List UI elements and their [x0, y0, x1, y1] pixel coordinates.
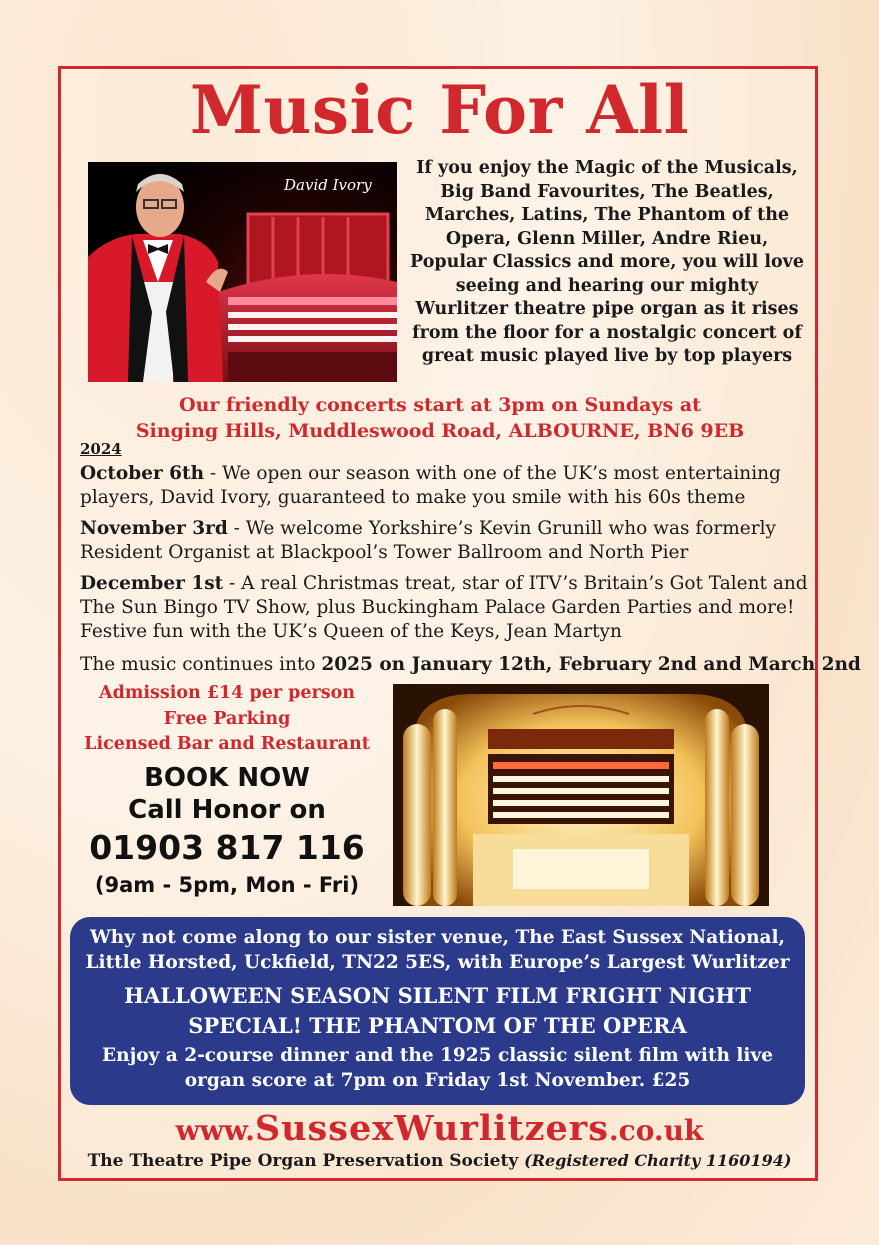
- phone-number[interactable]: 01903 817 116: [89, 828, 365, 867]
- event-description: - We open our season with one of the UK’s most entertaining players, David Ivory, guaranteed to make you smile with his 60s theme: [80, 463, 781, 508]
- event-date: October 6th: [80, 463, 205, 484]
- parking-info: Free Parking: [163, 708, 291, 729]
- continuation-dates: 2025 on January 12th, February 2nd and March 2nd: [321, 654, 861, 675]
- event-date: December 1st: [80, 573, 224, 594]
- admission-price: Admission £14 per person: [99, 683, 355, 703]
- wurlitzer-console-photo: [393, 684, 769, 906]
- event-description: - We welcome Yorkshire’s Kevin Grunill who was formerly Resident Organist at Blackpool’s Tower Ballroom and North Pier: [80, 518, 776, 563]
- halloween-special-heading: HALLOWEEN SEASON SILENT FILM FRIGHT NIGHT SPECIAL! THE PHANTOM OF THE OPERA: [124, 983, 751, 1038]
- charity-number: (Registered Charity 1160194): [524, 1151, 792, 1170]
- admission-info: [72, 681, 382, 758]
- sister-venue-panel: [70, 917, 805, 1105]
- sister-venue-text: Why not come along to our sister venue, The East Sussex National, Little Horsted, Uckfield, TN22 5ES, with Europe’s Largest Wurlitzer: [85, 927, 790, 973]
- website-name: SussexWurlitzers: [254, 1108, 609, 1149]
- poster-title: Music For All: [189, 71, 690, 149]
- website-suffix: .co.uk: [608, 1114, 704, 1147]
- bar-info: Licensed Bar and Restaurant: [84, 734, 370, 754]
- event-item: [80, 517, 810, 565]
- organist-photo: [88, 162, 397, 382]
- website-link[interactable]: [0, 1108, 879, 1149]
- event-list: [80, 462, 810, 651]
- event-description: - A real Christmas treat, star of ITV’s Britain’s Got Talent and The Sun Bingo TV Show, plus Buckingham Palace Garden Parties and more! Festive fun with the UK’s Queen of the Keys, Jean Martyn: [80, 573, 808, 642]
- concert-venue-line: Singing Hills, Muddleswood Road, ALBOURNE, BN6 9EB: [135, 420, 745, 442]
- book-now-heading: BOOK NOW: [144, 763, 310, 793]
- season-continuation: [80, 653, 861, 677]
- season-year: 2024: [80, 440, 122, 458]
- event-date: November 3rd: [80, 518, 228, 539]
- concert-venue-info: [72, 392, 808, 444]
- booking-hours: (9am - 5pm, Mon - Fri): [94, 873, 360, 897]
- photo-caption: David Ivory: [284, 176, 372, 194]
- call-line: Call Honor on: [128, 795, 326, 825]
- society-name: The Theatre Pipe Organ Preservation Society: [87, 1151, 525, 1171]
- continuation-prefix: The music continues into: [80, 654, 322, 675]
- event-item: [80, 572, 810, 644]
- booking-info: [72, 762, 382, 900]
- society-footer: [0, 1151, 879, 1171]
- intro-text: If you enjoy the Magic of the Musicals, Big Band Favourites, The Beatles, Marches, Latins, The Phantom of the Opera, Glenn Miller, Andre Rieu, Popular Classics and more, you will love seeing and hearing our mighty Wurlitzer theatre pipe organ as it rises from the floor for a nostalgic concert of great music played live by top players: [410, 158, 804, 366]
- event-item: [80, 462, 810, 510]
- wurlitzer-illustration: [393, 684, 769, 906]
- organist-illustration: [88, 162, 397, 382]
- dinner-offer-text: Enjoy a 2-course dinner and the 1925 classic silent film with live organ score at 7pm on Friday 1st November. £25: [102, 1045, 773, 1091]
- website-prefix: www.: [175, 1114, 255, 1147]
- concert-time-line: Our friendly concerts start at 3pm on Sundays at: [179, 394, 701, 416]
